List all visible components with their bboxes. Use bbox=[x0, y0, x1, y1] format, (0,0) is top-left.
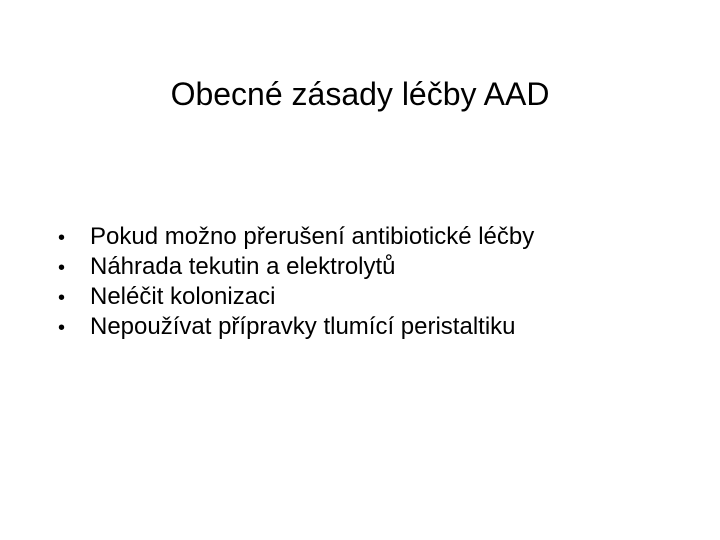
list-item bbox=[58, 222, 534, 252]
list-item bbox=[58, 282, 534, 312]
slide-title: Obecné zásady léčby AAD bbox=[170, 76, 550, 112]
bullet-text: Nepoužívat přípravky tlumící peristaltiku bbox=[90, 313, 516, 340]
bullet-icon: • bbox=[58, 287, 66, 309]
list-item bbox=[58, 252, 534, 282]
list-item bbox=[58, 312, 534, 342]
bullet-text: Pokud možno přerušení antibiotické léčby bbox=[90, 223, 535, 250]
bullet-list bbox=[58, 222, 534, 342]
bullet-icon: • bbox=[58, 227, 66, 249]
bullet-icon: • bbox=[58, 257, 66, 279]
bullet-icon: • bbox=[58, 317, 66, 339]
bullet-text: Náhrada tekutin a elektrolytů bbox=[90, 253, 396, 280]
bullet-text: Neléčit kolonizaci bbox=[90, 283, 276, 310]
